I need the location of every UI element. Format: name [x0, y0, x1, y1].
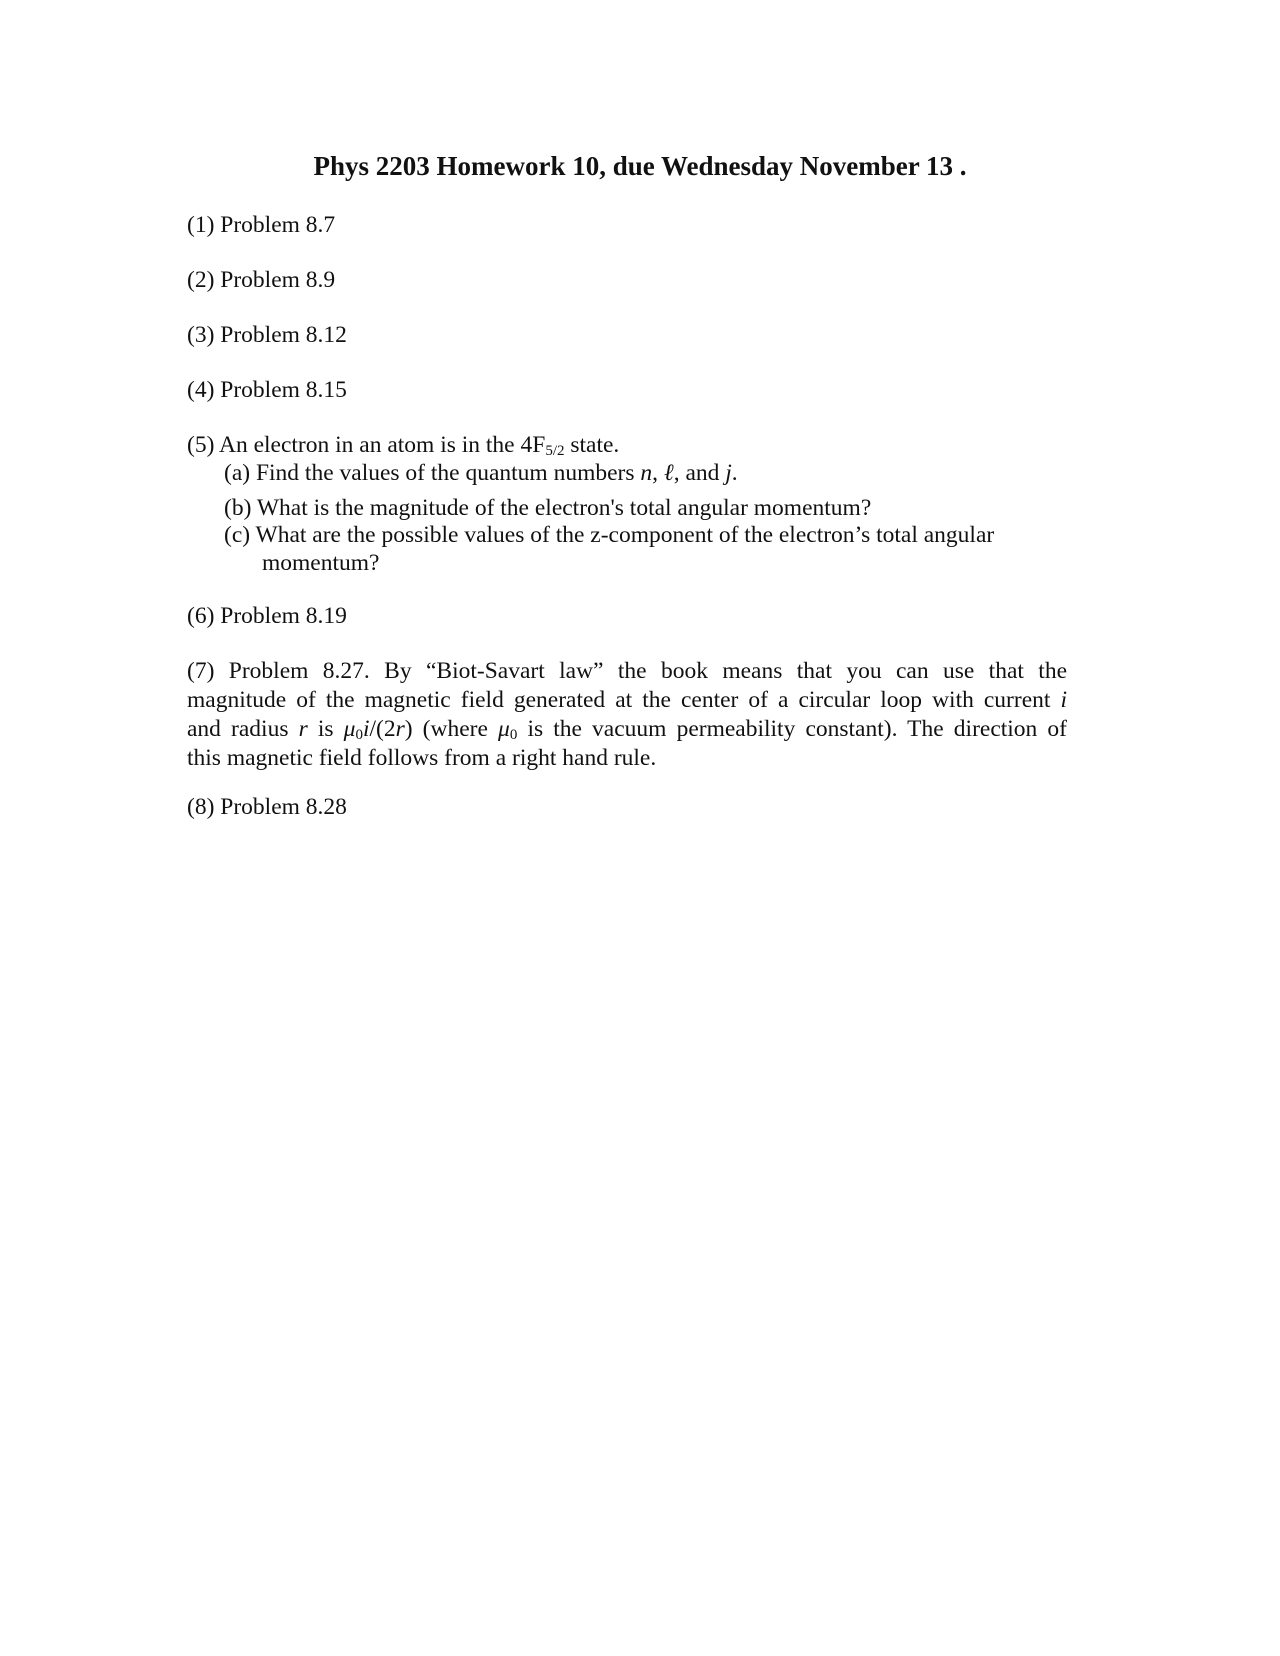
q7-mu2-subscript: 0	[509, 727, 518, 743]
problem-item-8: (8) Problem 8.28	[187, 794, 347, 820]
q5a-n: n	[640, 460, 653, 486]
q7-is: is	[307, 716, 344, 742]
q7-mu: μ	[343, 716, 356, 742]
question-5c: (c) What are the possible values of the z-component of the electron’s total angular	[224, 522, 995, 548]
problem-item-6: (6) Problem 8.19	[187, 603, 347, 629]
problem-item-3: (3) Problem 8.12	[187, 322, 347, 348]
q7-line-2	[187, 686, 1067, 715]
q7-current-i: i	[1060, 687, 1067, 713]
question-5-intro	[187, 431, 619, 460]
q7-mu-subscript: 0	[355, 727, 363, 743]
question-5b: (b) What is the magnitude of the electron's total angular momentum?	[224, 495, 872, 521]
q5-intro-suffix: state.	[564, 432, 620, 458]
page-title: Phys 2203 Homework 10, due Wednesday November 13 .	[313, 151, 967, 181]
q7-line-3-rest: is the vacuum permeability constant). The direction of	[517, 716, 1067, 742]
q7-close: ) (where	[404, 716, 499, 742]
question-7	[187, 657, 1067, 773]
q7-open: /(2	[369, 716, 396, 742]
q7-line-3-prefix: and radius	[187, 716, 299, 742]
q7-line-3	[187, 715, 1067, 744]
q7-line-1: (7) Problem 8.27. By “Biot-Savart law” the book means that you can use that the	[187, 658, 1067, 684]
q5-intro-subscript: 5/2	[545, 443, 565, 459]
q7-i: i	[362, 716, 370, 742]
q5a-l: ℓ	[663, 460, 674, 486]
q7-radius-r: r	[298, 716, 308, 742]
q7-line-4: this magnetic field follows from a right hand rule.	[187, 745, 657, 771]
q7-mu2: μ	[498, 716, 510, 742]
problem-item-4: (4) Problem 8.15	[187, 377, 347, 403]
q5a-text: (a) Find the values of the quantum numbers	[224, 460, 641, 486]
q7-line-2-text: magnitude of the magnetic field generated at the center of a circular loop with current	[187, 687, 1061, 713]
q5a-sep1: ,	[652, 460, 664, 486]
question-5a	[224, 459, 738, 488]
problem-item-2: (2) Problem 8.9	[187, 267, 336, 293]
problem-item-1: (1) Problem 8.7	[187, 212, 336, 238]
question-5c-continued: momentum?	[262, 550, 380, 576]
q5a-end: .	[731, 460, 738, 486]
q5-intro-prefix: (5) An electron in an atom is in the 4F	[187, 432, 546, 458]
q5a-sep2: , and	[673, 460, 726, 486]
q7-r2: r	[395, 716, 405, 742]
q5a-j: j	[725, 460, 732, 486]
